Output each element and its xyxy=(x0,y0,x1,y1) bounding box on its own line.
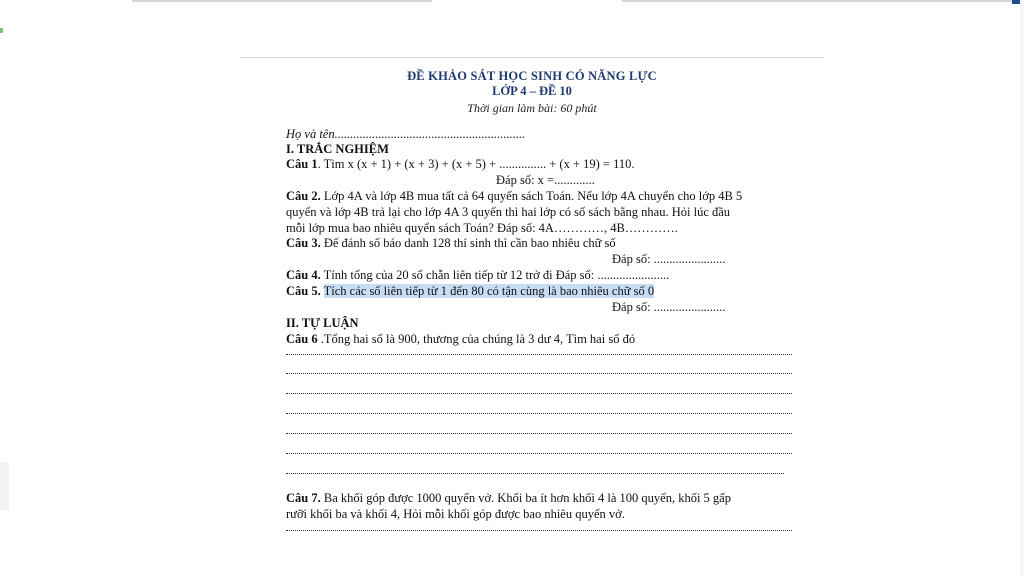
question-2-label: Câu 2. xyxy=(286,189,321,203)
question-3-label: Câu 3. xyxy=(286,236,321,250)
question-7-label: Câu 7. xyxy=(286,491,321,505)
question-2-line-2: quyển và lớp 4B trả lại cho lớp 4A 3 quyển thì hai lớp có số sách bằng nhau. Hỏi lúc đầu xyxy=(286,205,731,219)
question-5-answer: Đáp số: ....................... xyxy=(612,300,726,314)
document-title: ĐỀ KHẢO SÁT HỌC SINH CÓ NĂNG LỰC xyxy=(407,69,657,83)
question-3-answer: Đáp số: ....................... xyxy=(612,252,726,266)
question-7-line-1: Ba khối góp được 1000 quyển vở. Khối ba ít hơn khối 4 là 100 quyển, khối 5 gấp xyxy=(320,491,731,505)
question-4-text: Tính tổng của 20 số chẵn liên tiếp từ 12 trở đi Đáp số: ....................... xyxy=(320,268,670,282)
question-6-label: Câu 6 xyxy=(286,332,318,346)
question-5 xyxy=(286,284,654,299)
document-page xyxy=(240,57,824,577)
time-limit: Thời gian làm bài: 60 phút xyxy=(467,101,597,115)
answer-line-4 xyxy=(286,411,792,414)
answer-line-2 xyxy=(286,371,792,374)
question-6-text: .Tổng hai số là 900, thương của chúng là 3 dư 4, Tìm hai số đó xyxy=(317,332,636,346)
scrollbar-track[interactable] xyxy=(1020,0,1024,576)
section-multiple-choice: I. TRẮC NGHIỆM xyxy=(286,142,389,156)
top-border-left xyxy=(132,0,432,2)
answer-line-1 xyxy=(286,352,792,355)
document-subtitle: LỚP 4 – ĐỀ 10 xyxy=(492,84,572,98)
question-6 xyxy=(286,332,635,347)
question-1-label: Câu 1 xyxy=(286,157,318,171)
answer-line-7 xyxy=(286,471,784,474)
top-border-right xyxy=(622,0,1012,2)
question-2 xyxy=(286,189,742,204)
answer-line-6 xyxy=(286,451,792,454)
question-1 xyxy=(286,157,635,172)
name-line: Họ và tên............................................................. xyxy=(286,127,526,141)
question-5-label: Câu 5. xyxy=(286,284,321,298)
question-3-text: Để đánh số báo danh 128 thí sinh thì cần bao nhiêu chữ số xyxy=(320,236,616,250)
answer-line-3 xyxy=(286,391,792,394)
question-2-line-1: Lớp 4A và lớp 4B mua tất cả 64 quyển sách Toán. Nếu lớp 4A chuyển cho lớp 4B 5 xyxy=(320,189,743,203)
section-essay: II. TỰ LUẬN xyxy=(286,316,359,330)
left-edge-strip xyxy=(0,462,9,510)
question-5-text-highlighted[interactable]: Tích các số liên tiếp từ 1 đến 80 có tận cùng là bao nhiêu chữ số 0 xyxy=(323,284,655,298)
left-edge-marker xyxy=(0,28,3,33)
question-1-text: . Tìm x (x + 1) + (x + 3) + (x + 5) + ............... + (x + 19) = 110. xyxy=(317,157,635,171)
question-3 xyxy=(286,236,616,251)
question-1-answer: Đáp số: x =............. xyxy=(496,173,595,187)
answer-line-5 xyxy=(286,431,792,434)
question-4-label: Câu 4. xyxy=(286,268,321,282)
question-7-line-2: rưỡi khối ba và khối 4, Hỏi mỗi khối góp được bao nhiêu quyển vở. xyxy=(286,507,625,521)
question-7 xyxy=(286,491,731,506)
answer-line-8 xyxy=(286,528,792,531)
question-2-line-3: mỗi lớp mua bao nhiêu quyển sách Toán? Đáp số: 4A…………, 4B…………. xyxy=(286,221,678,235)
question-4 xyxy=(286,268,669,283)
